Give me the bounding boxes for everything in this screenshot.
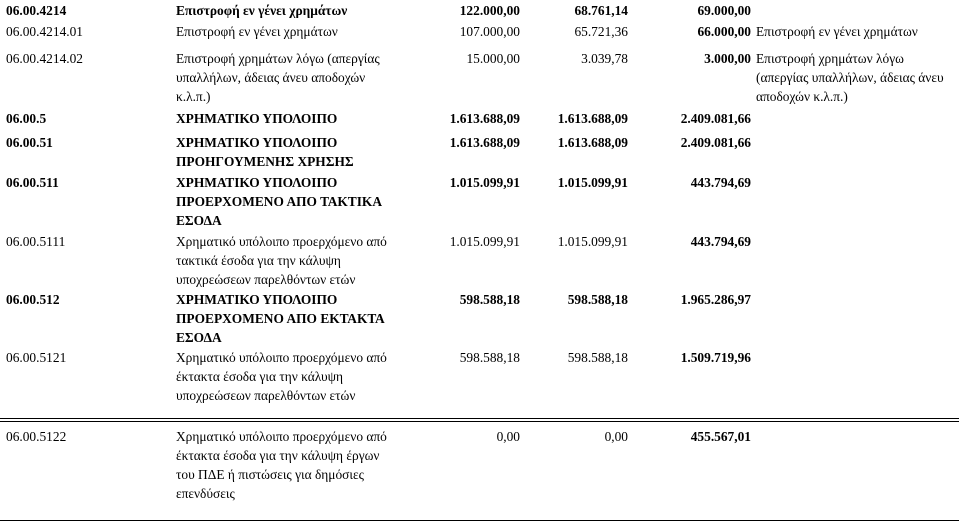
account-code: 06.00.4214 [6, 3, 67, 18]
account-code: 06.00.5121 [6, 350, 67, 365]
description-line: ΧΡΗΜΑΤΙΚΟ ΥΠΟΛΟΙΠΟ [176, 175, 338, 190]
account-description [176, 427, 387, 503]
account-description [176, 22, 338, 41]
row-note [756, 49, 944, 106]
description-line: κ.λ.π.) [176, 89, 211, 104]
row-note [756, 22, 918, 41]
account-description [176, 173, 382, 230]
description-line: έκτακτα έσοδα για την κάλυψη [176, 369, 344, 384]
amount-col-3: 2.409.081,66 [680, 135, 751, 150]
amount-col-1: 122.000,00 [459, 3, 520, 18]
account-code: 06.00.51 [6, 135, 53, 150]
amount-col-2: 68.761,14 [574, 3, 628, 18]
amount-col-1: 598.588,18 [459, 350, 520, 365]
amount-col-3: 3.000,00 [704, 51, 751, 66]
description-line: ΕΣΟΔΑ [176, 330, 222, 345]
note-line: αποδοχών κ.λ.π.) [756, 89, 848, 104]
description-line: ΠΡΟΕΡΧΟΜΕΝΟ ΑΠΟ ΕΚΤΑΚΤΑ [176, 311, 385, 326]
amount-col-1: 1.015.099,91 [449, 234, 520, 249]
amount-col-2: 0,00 [604, 429, 628, 444]
description-line: υποχρεώσεων παρελθόντων ετών [176, 388, 356, 403]
account-description [176, 49, 380, 106]
account-description [176, 232, 387, 289]
description-line: ΠΡΟΕΡΧΟΜΕΝΟ ΑΠΟ ΤΑΚΤΙΚΑ [176, 194, 383, 209]
description-line: του ΠΔΕ ή πιστώσεις για δημόσιες [176, 467, 364, 482]
amount-col-3: 1.509.719,96 [680, 350, 751, 365]
description-line: Χρηματικό υπόλοιπο προερχόμενο από [176, 350, 387, 365]
amount-col-3: 66.000,00 [697, 24, 751, 39]
account-code: 06.00.4214.01 [6, 24, 83, 39]
description-line: Επιστροφή χρημάτων λόγω (απεργίας [176, 51, 380, 66]
amount-col-1: 107.000,00 [459, 24, 520, 39]
amount-col-3: 443.794,69 [690, 175, 751, 190]
amount-col-1: 598.588,18 [459, 292, 520, 307]
amount-col-3: 455.567,01 [690, 429, 751, 444]
description-line: τακτικά έσοδα για την κάλυψη [176, 253, 341, 268]
account-code: 06.00.512 [6, 292, 60, 307]
note-line: (απεργίας υπαλλήλων, άδειας άνευ [756, 70, 944, 85]
note-line: Επιστροφή χρημάτων λόγω [756, 51, 904, 66]
account-description [176, 1, 347, 20]
description-line: υποχρεώσεων παρελθόντων ετών [176, 272, 356, 287]
page-break-rule-bottom [0, 421, 959, 422]
account-description [176, 133, 354, 171]
amount-col-1: 1.613.688,09 [449, 111, 520, 126]
amount-col-1: 15.000,00 [466, 51, 520, 66]
description-line: ΧΡΗΜΑΤΙΚΟ ΥΠΟΛΟΙΠΟ [176, 292, 338, 307]
account-code: 06.00.511 [6, 175, 59, 190]
account-description [176, 290, 385, 347]
description-line: επενδύσεις [176, 486, 235, 501]
amount-col-2: 1.613.688,09 [557, 111, 628, 126]
description-line: Επιστροφή εν γένει χρημάτων [176, 24, 338, 39]
amount-col-3: 443.794,69 [690, 234, 751, 249]
amount-col-2: 65.721,36 [574, 24, 628, 39]
amount-col-2: 1.015.099,91 [557, 234, 628, 249]
page-break-rule-top [0, 418, 959, 419]
amount-col-3: 2.409.081,66 [680, 111, 751, 126]
description-line: ΧΡΗΜΑΤΙΚΟ ΥΠΟΛΟΙΠΟ [176, 135, 338, 150]
page-bottom-rule [0, 520, 959, 521]
note-line: Επιστροφή εν γένει χρημάτων [756, 24, 918, 39]
amount-col-1: 0,00 [496, 429, 520, 444]
description-line: Επιστροφή εν γένει χρημάτων [176, 3, 348, 18]
description-line: ΕΣΟΔΑ [176, 213, 222, 228]
description-line: ΠΡΟΗΓΟΥΜΕΝΗΣ ΧΡΗΣΗΣ [176, 154, 354, 169]
amount-col-2: 1.015.099,91 [557, 175, 628, 190]
amount-col-2: 3.039,78 [581, 51, 628, 66]
description-line: ΧΡΗΜΑΤΙΚΟ ΥΠΟΛΟΙΠΟ [176, 111, 338, 126]
description-line: υπαλλήλων, άδειας άνευ αποδοχών [176, 70, 366, 85]
account-code: 06.00.5 [6, 111, 47, 126]
amount-col-2: 1.613.688,09 [557, 135, 628, 150]
amount-col-3: 1.965.286,97 [680, 292, 751, 307]
amount-col-3: 69.000,00 [697, 3, 751, 18]
amount-col-1: 1.015.099,91 [449, 175, 520, 190]
account-code: 06.00.4214.02 [6, 51, 83, 66]
account-code: 06.00.5122 [6, 429, 67, 444]
account-description [176, 109, 337, 128]
description-line: Χρηματικό υπόλοιπο προερχόμενο από [176, 429, 387, 444]
account-description [176, 348, 387, 405]
description-line: Χρηματικό υπόλοιπο προερχόμενο από [176, 234, 387, 249]
amount-col-1: 1.613.688,09 [449, 135, 520, 150]
description-line: έκτακτα έσοδα για την κάλυψη έργων [176, 448, 380, 463]
amount-col-2: 598.588,18 [567, 350, 628, 365]
amount-col-2: 598.588,18 [567, 292, 628, 307]
account-code: 06.00.5111 [6, 234, 66, 249]
